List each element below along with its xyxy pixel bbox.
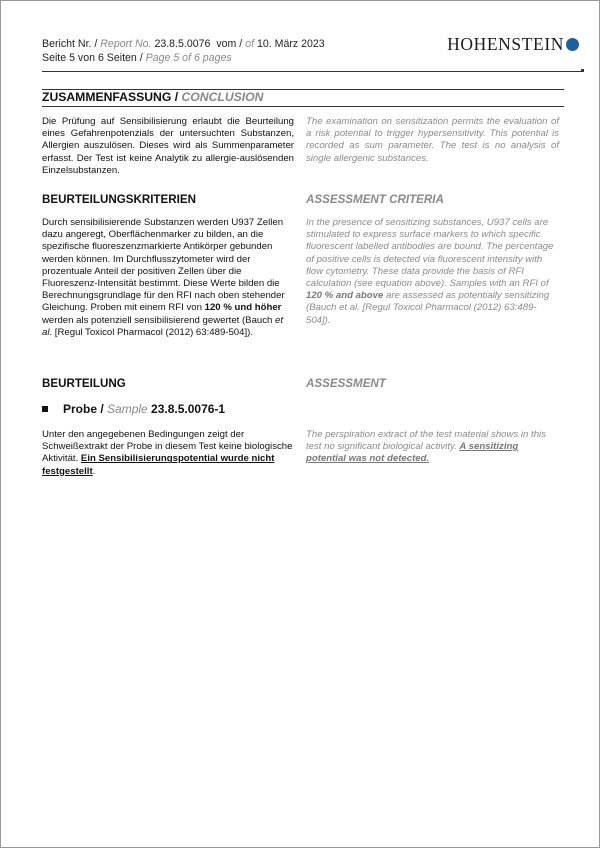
header-divider-tick bbox=[581, 69, 584, 72]
criteria-text-de-part3: . [Regul Toxicol Pharmacol (2012) 63:489-504]). bbox=[49, 326, 254, 338]
criteria-title-en: ASSESSMENT CRITERIA bbox=[306, 193, 444, 206]
criteria-text-de-part1: Durch sensibilisierende Substanzen werden U937 Zellen dazu angeregt, Oberflächenmarker zu bilden, an die spezifische fluoreszenzmarkierte Antikörper gebunden werden können. Im Durchflusszytometer wird der prozentuale Anteil der positiven Zellen über die Fluoreszenz-Intensität bestimmt. Diese Werte bilden die Berechnungsgrundlage für den RFI nach oben stehender Gleichung. Proben mit einem RFI von bbox=[42, 217, 285, 314]
criteria-threshold-de: 120 % und höher bbox=[204, 302, 282, 314]
report-header bbox=[42, 37, 325, 65]
hohenstein-logo bbox=[447, 34, 579, 55]
sample-line bbox=[42, 402, 225, 416]
logo-dot-icon bbox=[566, 38, 579, 51]
criteria-text-en-part2: are assessed as potentially sensitizing (Bauch et al. [Regul Toxicol Pharmacol (2012) 63:489-504]). bbox=[306, 290, 550, 326]
page-count-de: Seite 5 von 6 Seiten / bbox=[42, 52, 146, 64]
bullet-icon bbox=[42, 406, 48, 412]
criteria-threshold-en: 120 % and above bbox=[306, 290, 384, 302]
report-label-en: Report No. bbox=[100, 38, 152, 50]
criteria-text-en bbox=[306, 217, 559, 327]
report-number: 23.8.5.0076 bbox=[151, 38, 211, 50]
assessment-text-de-end: . bbox=[92, 465, 96, 477]
page-count-line bbox=[42, 51, 325, 65]
sample-number: 23.8.5.0076-1 bbox=[147, 402, 226, 416]
sample-label-en: Sample bbox=[107, 402, 148, 416]
criteria-etal-de: et al bbox=[42, 314, 284, 338]
assessment-title-en: ASSESSMENT bbox=[306, 377, 386, 390]
sample-label-de: Probe / bbox=[63, 402, 108, 416]
report-number-line bbox=[42, 37, 325, 51]
report-label-de: Bericht Nr. / bbox=[42, 38, 101, 50]
page-count-en: Page 5 of 6 pages bbox=[145, 52, 232, 64]
report-date: 10. März 2023 bbox=[254, 38, 325, 50]
assessment-text-de-part1: Unter den angegebenen Bedingungen zeigt der Schweißextrakt der Probe in diesem Test keine biologische Aktivität. bbox=[42, 429, 293, 465]
criteria-title-de: BEURTEILUNGSKRITERIEN bbox=[42, 193, 196, 206]
assessment-text-en bbox=[306, 429, 559, 466]
assessment-text-de bbox=[42, 429, 294, 478]
date-label-de: vom / bbox=[210, 38, 246, 50]
assessment-title-de: BEURTEILUNG bbox=[42, 377, 126, 390]
date-label-en: of bbox=[245, 38, 255, 50]
conclusion-rule-top bbox=[42, 89, 564, 90]
conclusion-rule-bottom bbox=[42, 106, 564, 107]
logo-text: HOHENSTEIN bbox=[447, 34, 564, 54]
conclusion-title bbox=[42, 90, 263, 104]
assessment-text-en-part1: The perspiration extract of the test material shows in this test no significant biological activity. bbox=[306, 429, 546, 453]
criteria-text-en-part1: In the presence of sensitizing substances, U937 cells are stimulated to express surface markers to which specific fluorescent labelled antibodies are bound. The percentage of positive cells is detected via fluorescent intensity with flow cytometry. These data provide the basis of RFI calculation (see equation above). Samples with an RFI of bbox=[306, 217, 554, 290]
conclusion-title-de: ZUSAMMENFASSUNG / bbox=[42, 90, 182, 104]
criteria-text-de bbox=[42, 217, 294, 339]
assessment-result-de: Ein Sensibilisierungspotential wurde nicht festgestellt bbox=[42, 453, 275, 477]
assessment-result-en: A sensitizing potential was not detected. bbox=[306, 441, 519, 465]
header-divider bbox=[42, 71, 584, 72]
criteria-text-de-part2: werden als potenziell sensibilisierend gewertet (Bauch bbox=[42, 314, 276, 326]
conclusion-text-de: Die Prüfung auf Sensibilisierung erlaubt die Beurteilung eines Gefahrenpotenzials der untersuchten Substanzen, Allergien auszulösen. Dieses wird als Summenparameter erfasst. Der Test ist keine Analytik zu allergie-auslösenden Einzelsubstanzen. bbox=[42, 116, 294, 176]
conclusion-title-en: CONCLUSION bbox=[181, 90, 264, 104]
conclusion-text-en: The examination on sensitization permits the evaluation of a risk potential to trigger hypersensitivity. This potential is recorded as sum parameter. The test is no analysis of single allergenic substances. bbox=[306, 116, 559, 164]
